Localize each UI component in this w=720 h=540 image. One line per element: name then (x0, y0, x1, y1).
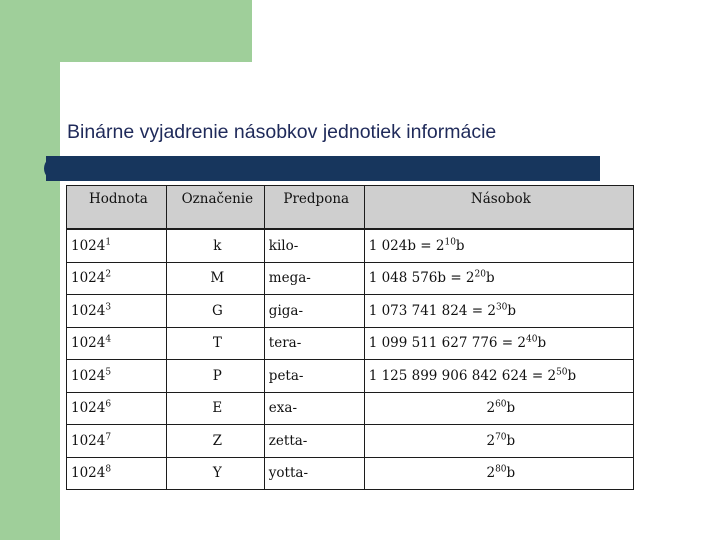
table-row (67, 295, 634, 328)
cell-nasobok (364, 295, 633, 328)
nasobok-exponent: 30 (495, 302, 508, 313)
nasobok-exponent: 70 (495, 432, 507, 443)
units-table (66, 185, 634, 490)
cell-oznacenie: Z (166, 425, 264, 458)
nasobok-exponent: 10 (444, 237, 456, 248)
cell-hodnota (67, 262, 167, 295)
cell-nasobok (364, 262, 633, 295)
table-row (67, 457, 634, 490)
cell-predpona: exa- (264, 392, 364, 425)
table-row (67, 262, 634, 295)
hodnota-exponent: 7 (105, 432, 112, 443)
hodnota-exponent: 5 (105, 367, 112, 378)
nasobok-value: 1 125 899 906 842 624 = 2 (368, 367, 557, 384)
hodnota-exponent: 6 (105, 399, 112, 410)
table-row (67, 327, 634, 360)
nasobok-exponent: 40 (526, 334, 538, 345)
nasobok-value: 2 (486, 432, 496, 449)
title-underline-bar (46, 156, 600, 181)
cell-oznacenie: P (166, 360, 264, 393)
hodnota-base: 1024 (71, 302, 106, 319)
table-row (67, 392, 634, 425)
hodnota-exponent: 3 (105, 302, 112, 313)
hodnota-exponent: 2 (105, 269, 112, 280)
hodnota-base: 1024 (71, 400, 106, 417)
hodnota-base: 1024 (71, 237, 106, 254)
nasobok-exponent: 20 (474, 269, 486, 280)
cell-hodnota (67, 392, 167, 425)
hodnota-base: 1024 (71, 367, 106, 384)
cell-predpona: mega- (264, 262, 364, 295)
header-predpona: Predpona (264, 186, 364, 230)
cell-predpona: zetta- (264, 425, 364, 458)
header-nasobok: Násobok (364, 186, 633, 230)
nasobok-unit: b (537, 335, 547, 352)
nasobok-exponent: 80 (495, 464, 507, 475)
nasobok-unit: b (455, 237, 465, 254)
cell-oznacenie: E (166, 392, 264, 425)
hodnota-base: 1024 (71, 432, 106, 449)
cell-nasobok (364, 392, 633, 425)
nasobok-unit: b (485, 270, 495, 287)
nasobok-unit: b (506, 432, 516, 449)
cell-predpona: peta- (264, 360, 364, 393)
cell-hodnota (67, 295, 167, 328)
nasobok-value: 2 (486, 465, 496, 482)
nasobok-exponent: 60 (495, 399, 507, 410)
cell-nasobok (364, 229, 633, 262)
cell-hodnota (67, 457, 167, 490)
table-row (67, 425, 634, 458)
nasobok-unit: b (507, 302, 517, 319)
header-hodnota: Hodnota (67, 186, 167, 230)
hodnota-exponent: 8 (105, 464, 112, 475)
slide-title: Binárne vyjadrenie násobkov jednotiek informácie (67, 121, 497, 143)
nasobok-value: 1 099 511 627 776 = 2 (368, 335, 526, 352)
nasobok-unit: b (506, 400, 516, 417)
cell-oznacenie: T (166, 327, 264, 360)
header-oznacenie: Označenie (166, 186, 264, 230)
cell-oznacenie: G (166, 295, 264, 328)
nasobok-unit: b (506, 465, 516, 482)
cell-nasobok (364, 360, 633, 393)
cell-nasobok (364, 327, 633, 360)
table-header-row (67, 186, 634, 230)
decor-green-left (0, 0, 60, 540)
hodnota-exponent: 4 (105, 334, 112, 345)
hodnota-base: 1024 (71, 465, 106, 482)
cell-hodnota (67, 327, 167, 360)
nasobok-value: 1 048 576b = 2 (368, 270, 475, 287)
cell-predpona: kilo- (264, 229, 364, 262)
table-row (67, 360, 634, 393)
hodnota-base: 1024 (71, 270, 106, 287)
cell-nasobok (364, 425, 633, 458)
nasobok-unit: b (567, 367, 577, 384)
table-row (67, 229, 634, 262)
hodnota-exponent: 1 (105, 237, 112, 248)
nasobok-exponent: 50 (556, 367, 568, 378)
nasobok-value: 2 (486, 400, 496, 417)
cell-hodnota (67, 360, 167, 393)
cell-oznacenie: M (166, 262, 264, 295)
cell-nasobok (364, 457, 633, 490)
nasobok-value: 1 073 741 824 = 2 (368, 302, 496, 319)
cell-predpona: yotta- (264, 457, 364, 490)
cell-predpona: giga- (264, 295, 364, 328)
cell-oznacenie: Y (166, 457, 264, 490)
nasobok-value: 1 024b = 2 (368, 237, 445, 254)
hodnota-base: 1024 (71, 335, 106, 352)
cell-hodnota (67, 229, 167, 262)
cell-predpona: tera- (264, 327, 364, 360)
cell-oznacenie: k (166, 229, 264, 262)
cell-hodnota (67, 425, 167, 458)
